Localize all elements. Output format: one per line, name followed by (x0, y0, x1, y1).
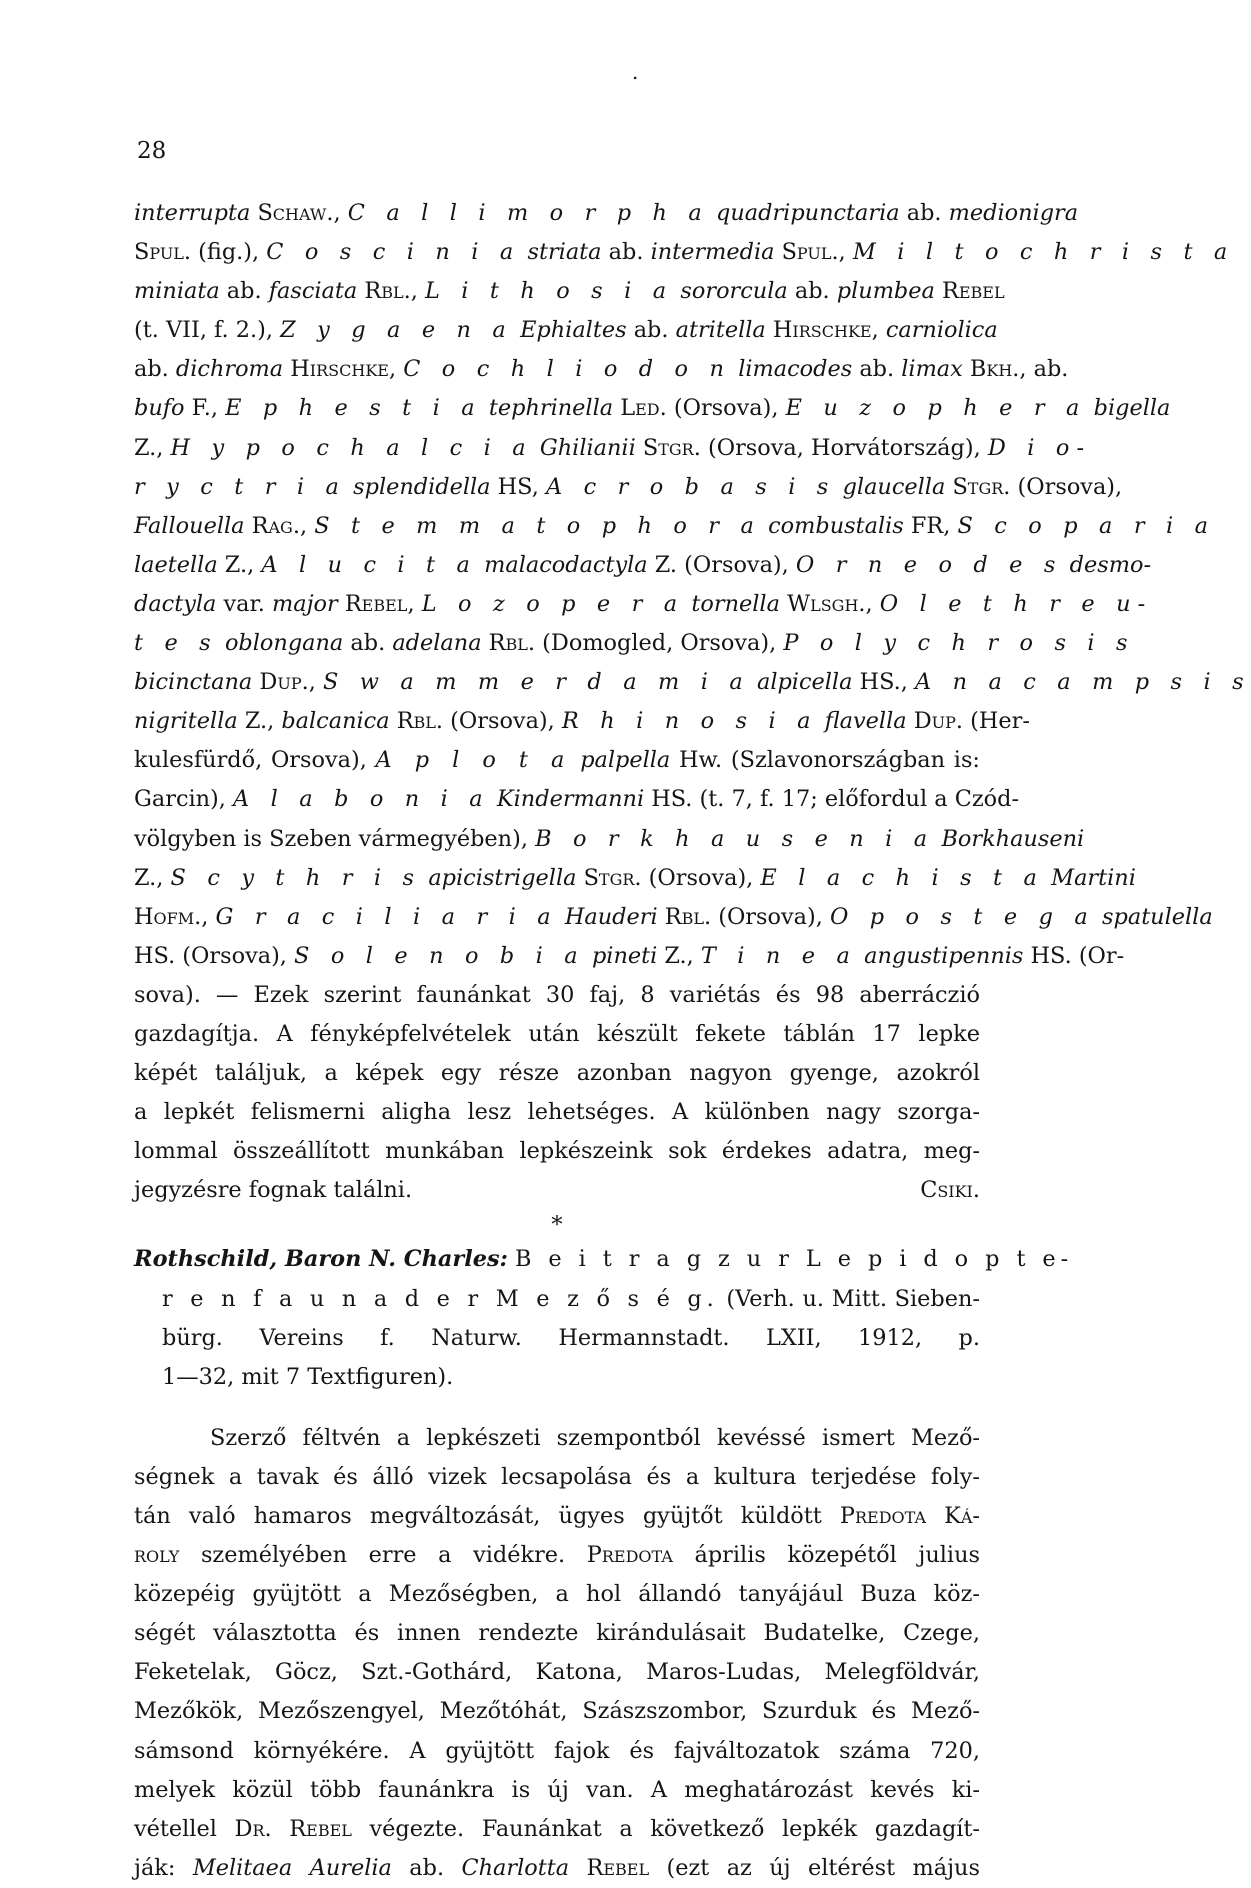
text-line: bufo F., E p h e s t i a tephrinella Led. (Orsova), E u z o p h e r a bigella (134, 395, 1171, 422)
text-line: dactyla var. major Rebel, L o z o p e r a tornella Wlsgh., O l e t h r e u- (134, 590, 1153, 617)
text-line: ják: Melitaea Aurelia ab. Charlotta Rebel (ezt az új eltérést május (134, 1854, 980, 1881)
text-line: jegyzésre fognak találni. Csiki. (134, 1171, 980, 1210)
reviewer-signature: Csiki. (920, 1177, 980, 1204)
text-line: interrupta Schaw., C a l l i m o r p h a quadripunctaria ab. medionigra (134, 200, 1079, 226)
text-line: laetella Z., A l u c i t a malacodactyla Z. (Orsova), O r n e o d e s desmo- (134, 551, 1152, 578)
text-line: r y c t r i a splendidella HS, A c r o b a s i s glaucella Stgr. (Orsova), (134, 473, 1123, 500)
text-line: Spul. (fig.), C o s c i n i a striata ab. intermedia Spul., M i l t o c h r i s t a (134, 239, 1235, 266)
review-species-list (134, 194, 1251, 1240)
text-line: gazdagítja. A fényképfelvételek után készült fekete táblán 17 lepke (134, 1020, 980, 1047)
text-line: t e s oblongana ab. adelana Rbl. (Domogled, Orsova), P o l y c h r o s i s (134, 630, 1135, 657)
text-line: ab. dichroma Hirschke, C o c h l i o d o n limacodes ab. limax Bkh., ab. (134, 356, 1069, 383)
text-line: a lepkét felismerni aligha lesz lehetséges. A különben nagy szorga- (134, 1099, 980, 1126)
text-line: ségnek a tavak és álló vizek lecsapolása és a kultura terjedése foly- (134, 1463, 980, 1490)
text-line: Fallouella Rag., S t e m m a t o p h o r a combustalis FR, S c o p a r i a (134, 512, 1216, 539)
text-line: roly személyében erre a vidékre. Predota április közepétől julius (134, 1542, 980, 1569)
citation-line: 1—32, mit 7 Textfiguren). (162, 1363, 454, 1390)
citation-line (134, 1240, 1074, 1279)
text-line: melyek közül több faunánkra is új van. A meghatározást kevés ki- (134, 1776, 980, 1803)
review-rothschild (134, 1240, 1074, 1888)
text-line: Hofm., G r a c i l i a r i a Hauderi Rbl. (Orsova), O p o s t e g a spatulella (134, 903, 1213, 930)
text-line: kulesfürdő, Orsova), A p l o t a palpella Hw. (Szlavonországban is: (134, 747, 980, 774)
text-line: tán való hamaros megváltozását, ügyes gyüjtőt küldött Predota Ká- (134, 1503, 981, 1529)
text-line: sámsond környékére. A gyüjtött fajok és fajváltozatok száma 720, (134, 1737, 980, 1764)
text-line: (t. VII, f. 2.), Z y g a e n a Ephialtes ab. atritella Hirschke, carniolica (134, 317, 998, 344)
citation-line: r e n f a u n a d e r M e z ő s é g. (Verh. u. Mitt. Sieben- (162, 1285, 980, 1312)
text-line: Garcin), A l a b o n i a Kindermanni HS. (t. 7, f. 17; előfordul a Czód- (134, 786, 1020, 813)
article-body (134, 194, 1251, 1888)
text-line: Z., H y p o c h a l c i a Ghilianii Stgr. (Orsova, Horvátország), D i o- (134, 434, 1092, 461)
text-line: képét találjuk, a képek egy része azonban nagyon gyenge, azokról (134, 1060, 980, 1087)
citation-author: Rothschild, Baron N. Charles: (134, 1246, 508, 1273)
text-line: Szerző féltvén a lepkészeti szempontból kevéssé ismert Mező- (210, 1424, 980, 1451)
text-line: ségét választotta és innen rendezte kirándulásait Budatelke, Czege, (134, 1620, 980, 1647)
stray-mark: . (632, 60, 639, 84)
citation-line: bürg. Vereins f. Naturw. Hermannstadt. LXII, 1912, p. (162, 1324, 980, 1351)
page-number: 28 (137, 138, 167, 164)
text-line: bicinctana Dup., S w a m m e r d a m i a alpicella HS., A n a c a m p s i s (134, 669, 1251, 696)
text-line: miniata ab. fasciata Rbl., L i t h o s i a sororcula ab. plumbea Rebel (134, 278, 1005, 305)
text-line: Feketelak, Göcz, Szt.-Gothárd, Katona, Maros-Ludas, Melegföldvár, (134, 1659, 980, 1686)
text-line: Z., S c y t h r i s apicistrigella Stgr. (Orsova), E l a c h i s t a Martini (134, 864, 1136, 891)
text-line: Mezőkök, Mezőszengyel, Mezőtóhát, Szászszombor, Szurduk és Mező- (134, 1698, 980, 1725)
section-separator: * (551, 1212, 563, 1239)
text-line: sova). — Ezek szerint faunánkat 30 faj, 8 variétás és 98 aberráczió (134, 981, 980, 1008)
text-line: nigritella Z., balcanica Rbl. (Orsova), R h i n o s i a flavella Dup. (Her- (134, 708, 1030, 735)
text-line: lommal összeállított munkában lepkészeink sok érdekes adatra, meg- (134, 1138, 980, 1165)
text-line: völgyben is Szeben vármegyében), B o r k h a u s e n i a Borkhauseni (134, 825, 1085, 852)
citation-title: B e i t r a g z u r L e p i d o p t e- (514, 1246, 1074, 1273)
text-line: HS. (Orsova), S o l e n o b i a pineti Z., T i n e a angustipennis HS. (Or- (134, 942, 1125, 969)
text-line: közepéig gyüjtött a Mezőségben, a hol állandó tanyájául Buza köz- (134, 1581, 980, 1608)
text-line: vétellel Dr. Rebel végezte. Faunánkat a következő lepkék gazdagít- (134, 1815, 980, 1842)
